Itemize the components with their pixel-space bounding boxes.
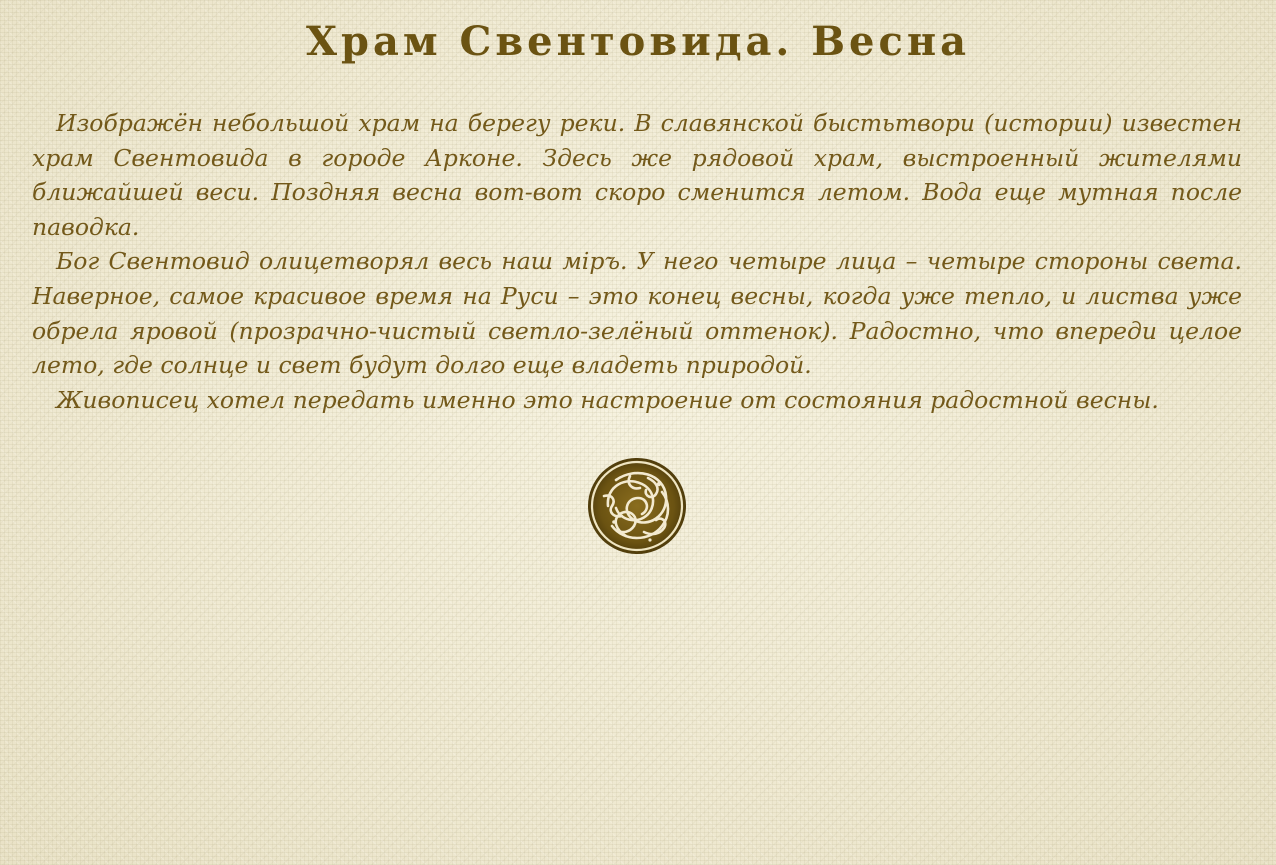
page-title: Храм Свентовида. Весна (305, 18, 971, 65)
paragraph: Бог Свентовид олицетворял весь наш міръ. У него четыре лица – четыре стороны света. Наверное, самое красивое время на Руси – это конец весны, когда уже тепло, и листва уже обрела яровой (прозрачно-чистый светло-зелёный оттенок). Радостно, что впереди целое лето, где солнце и свет будут долго еще владеть природой. (32, 247, 1242, 380)
paragraph: Изображён небольшой храм на берегу реки. В славянской быстьтвори (истории) известен храм Свентовида в городе Арконе. Здесь же рядовой храм, выстроенный жителями ближайшей веси. Поздняя весна вот-вот скоро сменится летом. Вода еще мутная после паводка. (32, 109, 1242, 241)
paragraph: Живописец хотел передать именно это настроение от состояния радостной весны. (56, 385, 1159, 414)
celtic-knot-ornament-icon (586, 456, 688, 556)
description-text (32, 106, 1242, 417)
